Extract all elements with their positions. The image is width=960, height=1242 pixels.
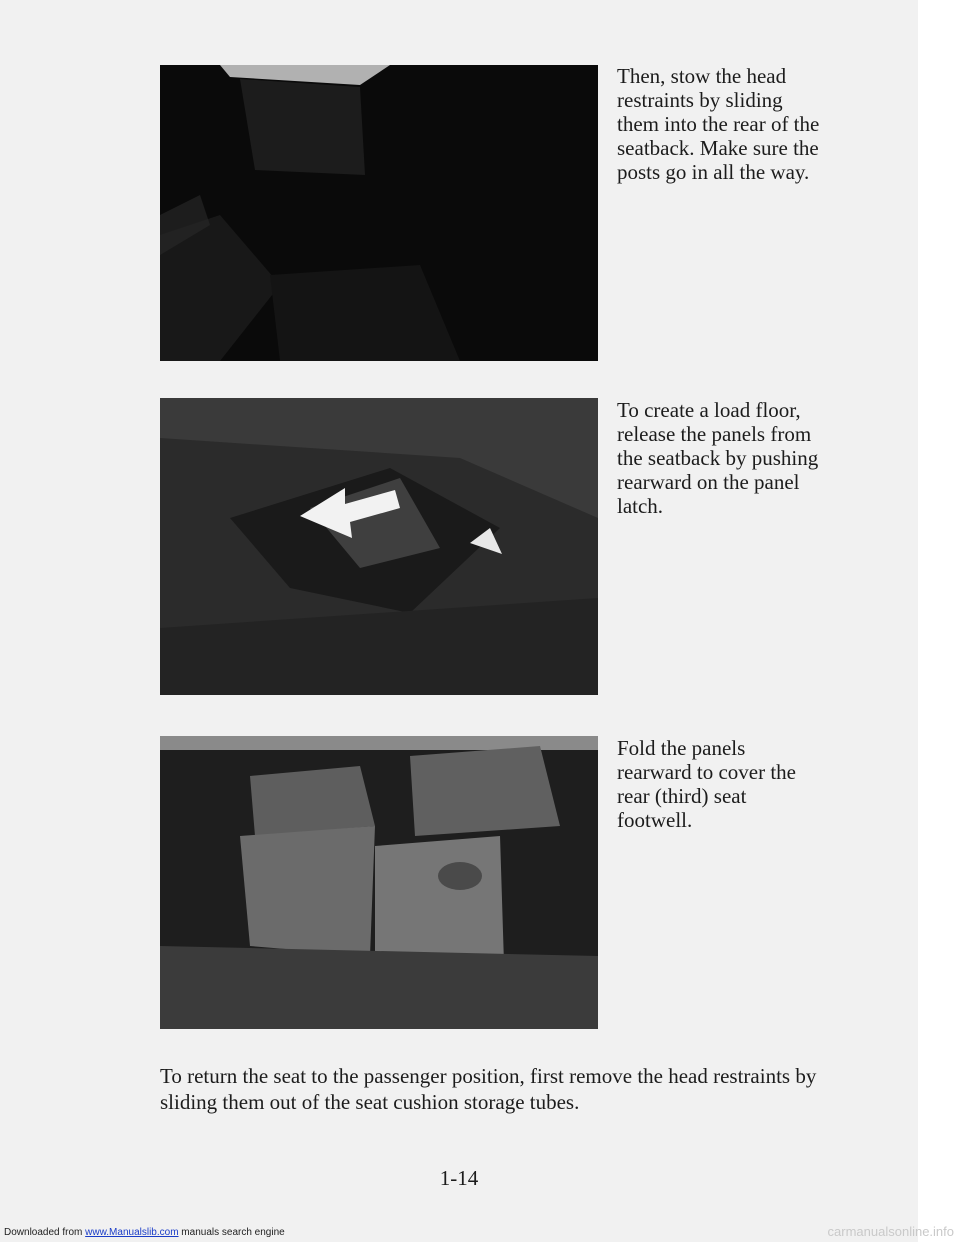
fold-panels-instruction: Fold the panels rearward to cover the rear (third) seat footwell. bbox=[617, 736, 796, 832]
folded-panels-photo bbox=[160, 736, 598, 1029]
load-floor-instruction: To create a load floor, release the panels from the seatback by pushing rearward on the panel latch. bbox=[617, 398, 819, 518]
return-seat-paragraph: To return the seat to the passenger position, first remove the head restraints by sliding them out of the seat cushion storage tubes. bbox=[160, 1064, 817, 1114]
manualslib-link[interactable]: www.Manualslib.com bbox=[85, 1227, 179, 1238]
panel-latch-photo bbox=[160, 398, 598, 695]
head-restraint-stow-photo bbox=[160, 65, 598, 361]
stow-instruction: Then, stow the head restraints by sliding them into the rear of the seatback. Make sure the posts go in all the way. bbox=[617, 64, 820, 184]
download-banner-suffix: manuals search engine bbox=[178, 1227, 285, 1238]
download-banner bbox=[4, 1227, 285, 1238]
page-number: 1-14 bbox=[439, 1166, 479, 1190]
download-banner-prefix: Downloaded from bbox=[4, 1227, 86, 1238]
watermark: carmanualsonline.info bbox=[827, 1224, 954, 1239]
